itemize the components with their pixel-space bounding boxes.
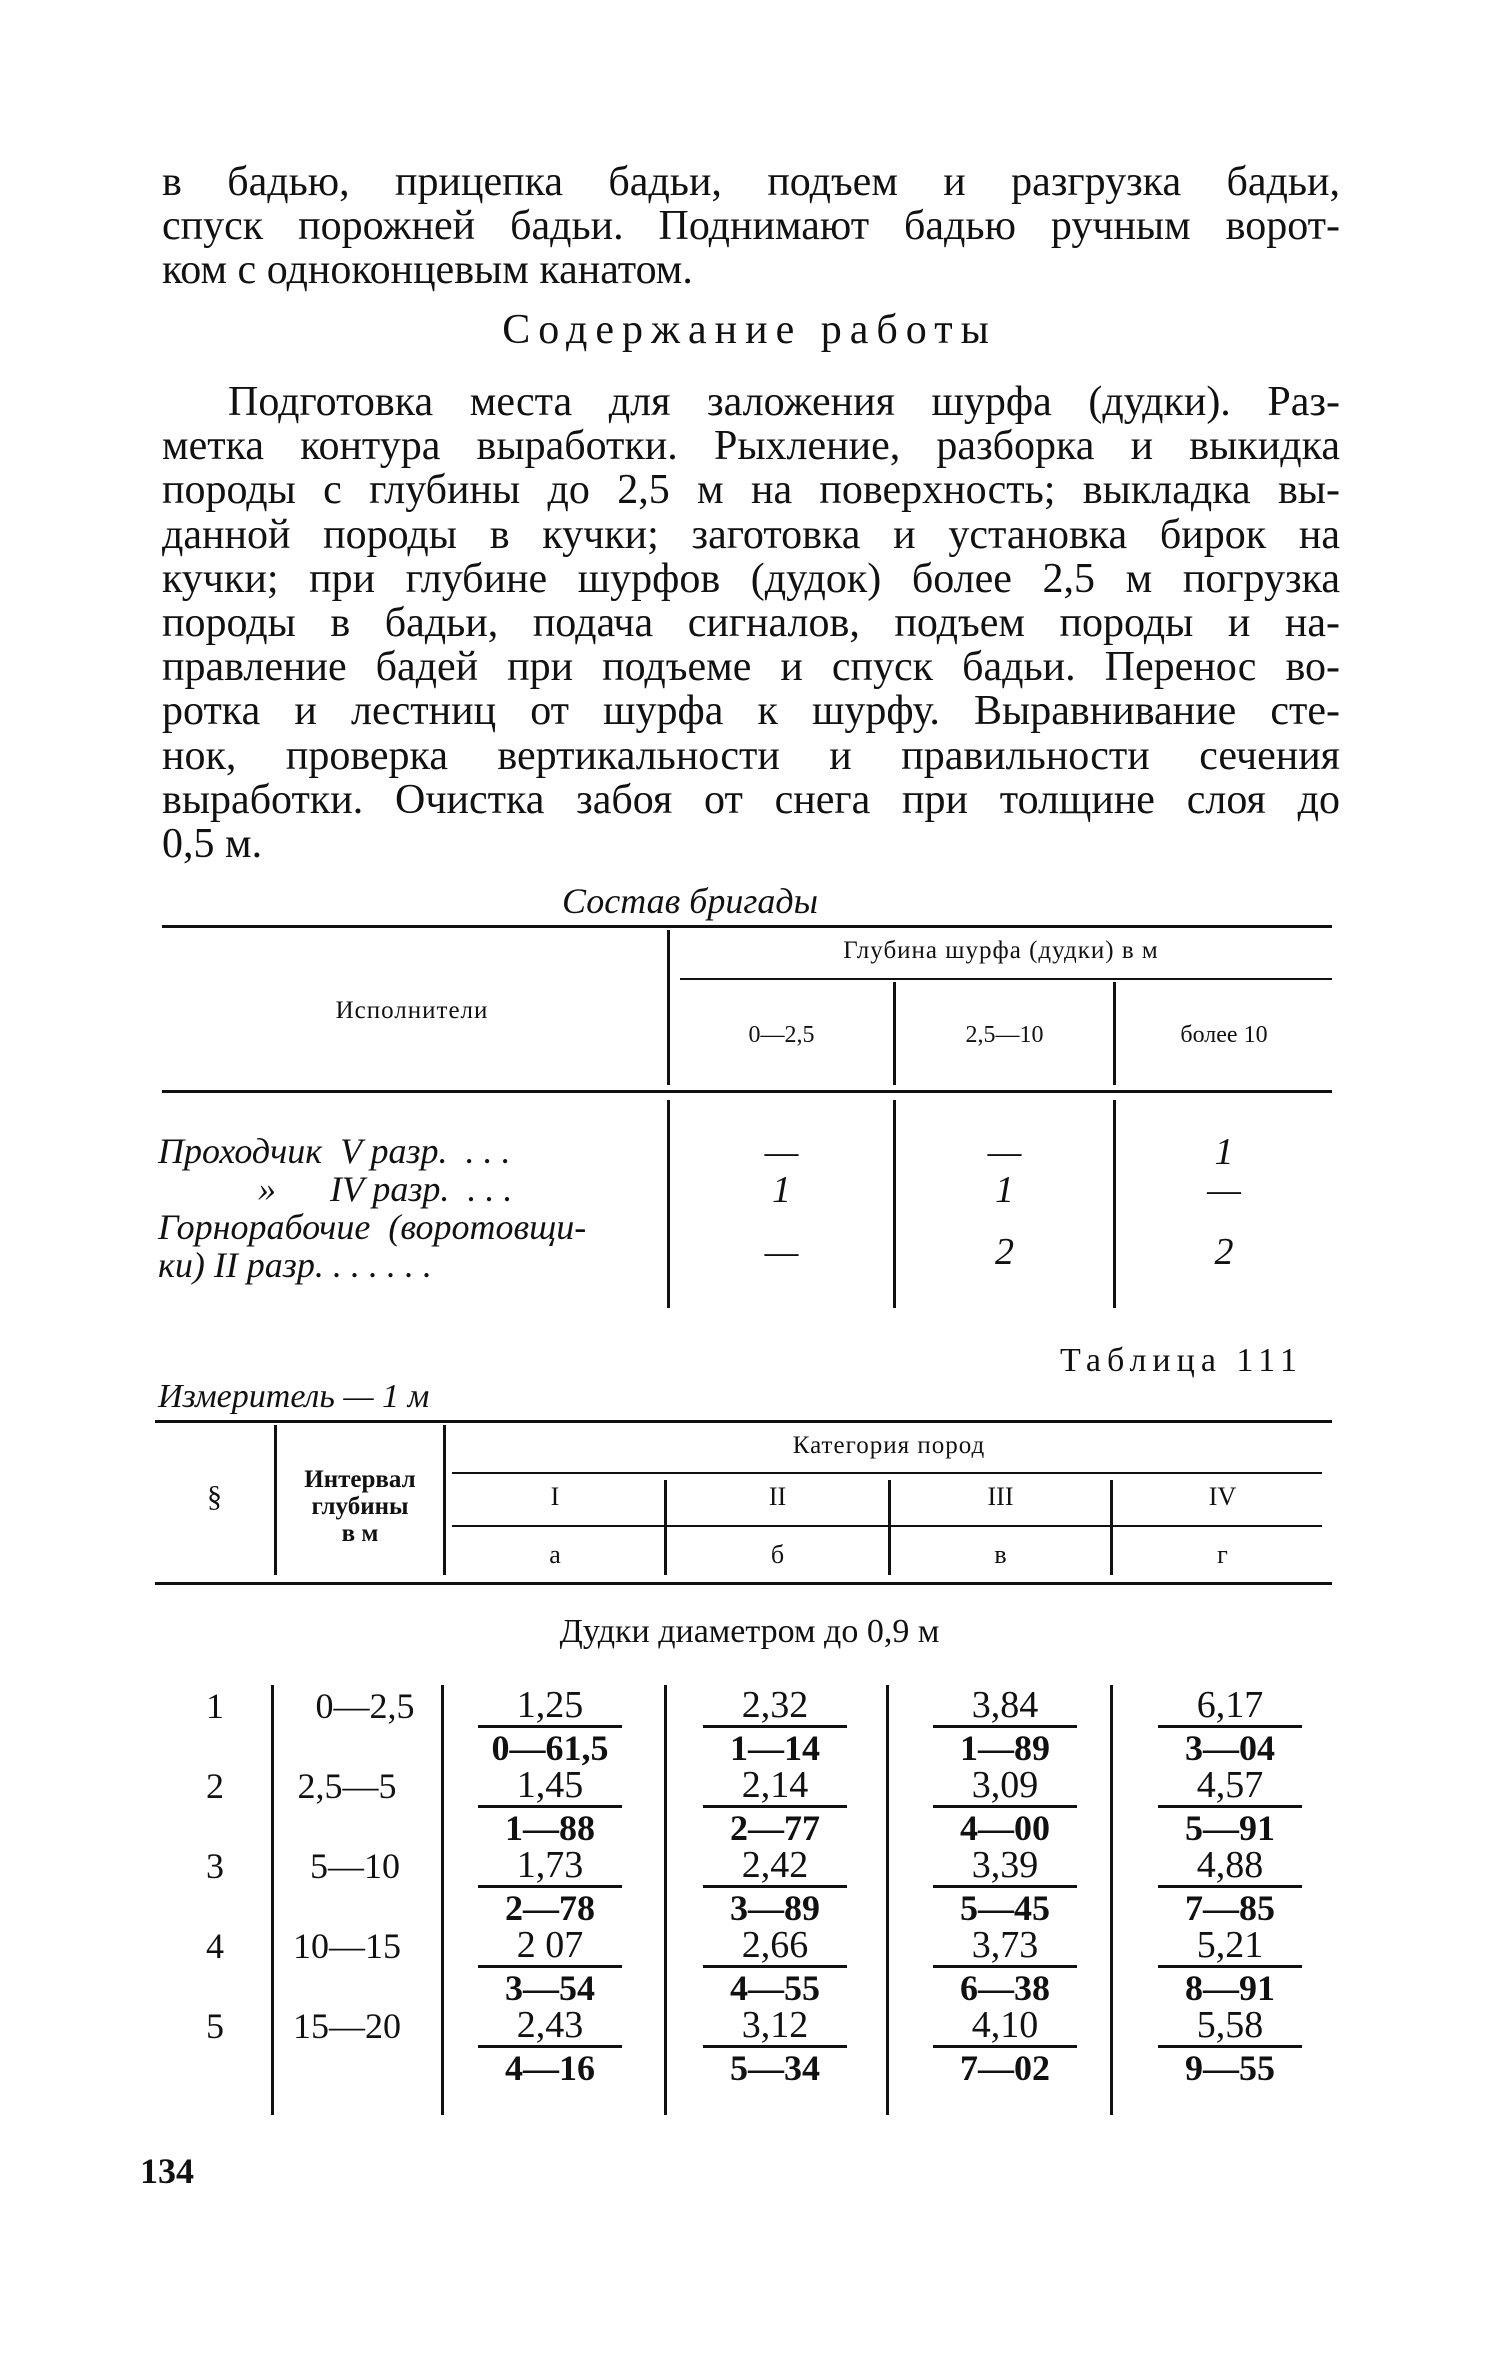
cell-bottom: 7—02: [933, 2045, 1077, 2088]
table-letter-label: г: [1217, 1540, 1228, 1569]
cell-bottom: 5—45: [933, 1885, 1077, 1928]
table-row-number: 3: [206, 1846, 224, 1886]
crew-cell: —: [987, 1131, 1022, 1173]
crew-row-label: Проходчик V разр. . . .: [158, 1131, 511, 1171]
cell-top: 4,57: [1196, 1764, 1264, 1806]
cell-bottom: 7—85: [1158, 1885, 1302, 1928]
cell-bottom: 2—78: [478, 1885, 622, 1928]
cell-top: 1,73: [516, 1844, 584, 1886]
cell-top: 3,84: [971, 1684, 1039, 1726]
table-row-interval: 10—15: [293, 1926, 401, 1966]
table-cell: [470, 1925, 630, 2008]
table-row-number: 1: [206, 1686, 224, 1726]
table-col-interval-line: в м: [341, 1520, 379, 1547]
intro-line: ком с одноконцевым канатом.: [162, 247, 693, 294]
table-cell: [925, 2005, 1085, 2088]
section-line: ротка и лестниц от шурфа к шурфу. Выравнивание сте-: [162, 688, 1340, 735]
table-body-divider-0: [271, 1685, 274, 2115]
table-body-divider-2: [664, 1685, 667, 2115]
intro-line: спуск порожней бадьи. Поднимают бадью ручным ворот-: [162, 203, 1340, 250]
cell-bottom: 1—14: [703, 1725, 847, 1768]
table-cell: [1150, 1925, 1310, 2008]
table-body-divider-1: [441, 1685, 444, 2115]
table-cell: [470, 1845, 630, 1928]
crew-cell: 2: [995, 1231, 1014, 1273]
table-unit: Измеритель — 1 м: [158, 1378, 430, 1415]
section-line: кучки; при глубине шурфов (дудок) более 2,5 м погрузка: [162, 555, 1340, 602]
table-category-label: I: [550, 1482, 560, 1511]
crew-cell: 1: [995, 1169, 1014, 1211]
table-col-interval: [277, 1466, 443, 1547]
crew-depth-rule: [680, 978, 1332, 980]
table-category-rule: [452, 1472, 1322, 1474]
cell-bottom: 1—89: [933, 1725, 1077, 1768]
section-line: правление бадей при подъеме и спуск бадьи. Перенос во-: [162, 644, 1340, 691]
intro-paragraph: [162, 160, 1340, 293]
table-letter-label: б: [770, 1540, 785, 1569]
crew-cell: —: [1207, 1169, 1241, 1211]
cell-top: 5,58: [1196, 2004, 1264, 2046]
intro-line: в бадью, прицепка бадьи, подъем и разгрузка бадьи,: [162, 159, 1340, 205]
cell-top: 1,45: [516, 1764, 584, 1806]
table-cell: [470, 2005, 630, 2088]
table-cell: [695, 1925, 855, 2008]
cell-bottom: 4—16: [478, 2045, 622, 2088]
table-cell: [925, 1925, 1085, 2008]
cell-top: 3,73: [971, 1924, 1039, 1966]
section-paragraph: [162, 380, 1340, 866]
section-line: выработки. Очистка забоя от снега при толщине слоя до: [162, 776, 1340, 823]
table-cell: [470, 1685, 630, 1768]
table-row-interval: 15—20: [293, 2006, 401, 2046]
cell-bottom: 1—88: [478, 1805, 622, 1848]
crew-row-label: ки) II разр. . . . . . .: [158, 1245, 432, 1285]
page-number: 134: [140, 2151, 194, 2191]
cell-bottom: 6—38: [933, 1965, 1077, 2008]
table-col-category: Категория пород: [792, 1432, 986, 1459]
cell-top: 6,17: [1196, 1684, 1264, 1726]
section-line: Подготовка места для заложения шурфа (дудки). Раз-: [228, 379, 1340, 425]
table-cell: [695, 1765, 855, 1848]
table-category-label: IV: [1208, 1482, 1237, 1511]
crew-title: Состав бригады: [561, 881, 819, 921]
table-row-interval: 5—10: [310, 1846, 400, 1886]
table-cell: [470, 1765, 630, 1848]
crew-header-bottom-rule: [162, 1090, 1332, 1093]
section-line: 0,5 м.: [162, 820, 263, 867]
table-cell: [1150, 2005, 1310, 2088]
cell-top: 2,32: [741, 1684, 809, 1726]
table-body-divider-4: [1110, 1685, 1113, 2115]
table-cell: [695, 1845, 855, 1928]
cell-top: 2 07: [516, 1924, 584, 1966]
table-number: Таблица 111: [1060, 1342, 1303, 1379]
section-heading: Содержание работы: [502, 307, 997, 353]
table-body-divider-3: [886, 1685, 889, 2115]
cell-top: 2,43: [516, 2004, 584, 2046]
section-line: нок, проверка вертикальности и правильности сечения: [162, 732, 1340, 779]
table-row-number: 5: [206, 2006, 224, 2046]
cell-top: 5,21: [1196, 1924, 1264, 1966]
cell-top: 1,25: [516, 1684, 584, 1726]
crew-cell: 2: [1214, 1231, 1234, 1273]
cell-bottom: 4—55: [703, 1965, 847, 2008]
section-line: породы в бадьи, подача сигналов, подъем породы и на-: [162, 599, 1340, 646]
table-row-number: 2: [206, 1766, 224, 1806]
cell-bottom: 9—55: [1158, 2045, 1302, 2088]
cell-top: 3,09: [971, 1764, 1039, 1806]
table-cell: [1150, 1765, 1310, 1848]
cell-bottom: 2—77: [703, 1805, 847, 1848]
section-line: метка контура выработки. Рыхление, разборка и выкидка: [162, 423, 1340, 470]
table-cell: [925, 1845, 1085, 1928]
crew-cell: 1: [772, 1169, 791, 1211]
cell-bottom: 5—91: [1158, 1805, 1302, 1848]
table-row-interval: 2,5—5: [297, 1766, 397, 1806]
cell-top: 4,88: [1196, 1844, 1264, 1886]
table-cell: [695, 1685, 855, 1768]
crew-cell: —: [764, 1231, 799, 1273]
cell-bottom: 0—61,5: [478, 1725, 622, 1768]
crew-depth-range: 2,5—10: [965, 1022, 1044, 1048]
table-header-bottom-rule: [155, 1582, 1332, 1585]
table-col-interval-line: глубины: [311, 1493, 409, 1520]
crew-col-depth: Глубина шурфа (дудки) в м: [843, 937, 1159, 964]
table-letter-rule: [452, 1525, 1322, 1527]
cell-bottom: 3—04: [1158, 1725, 1302, 1768]
cell-bottom: 5—34: [703, 2045, 847, 2088]
crew-top-rule: [162, 925, 1332, 928]
table-cell: [695, 2005, 855, 2088]
crew-row-label: Горнорабочие (воротовщи-: [158, 1207, 587, 1247]
crew-row-label: » IV разр. . . .: [258, 1169, 513, 1209]
crew-cell: —: [764, 1131, 799, 1173]
cell-top: 3,39: [971, 1844, 1039, 1886]
cell-bottom: 3—89: [703, 1885, 847, 1928]
crew-col-performers: Исполнители: [335, 997, 489, 1024]
crew-cell: 1: [1214, 1131, 1234, 1173]
table-col-section: §: [207, 1480, 222, 1513]
cell-bottom: 8—91: [1158, 1965, 1302, 2008]
table-row-interval: 0—2,5: [315, 1686, 415, 1726]
table-letter-label: а: [549, 1540, 561, 1569]
cell-top: 2,66: [741, 1924, 809, 1966]
cell-bottom: 3—54: [478, 1965, 622, 2008]
cell-top: 3,12: [741, 2004, 809, 2046]
cell-top: 4,10: [971, 2004, 1039, 2046]
section-line: данной породы в кучки; заготовка и установка бирок на: [162, 511, 1340, 558]
section-line: породы с глубины до 2,5 м на поверхность; выкладка вы-: [162, 467, 1340, 514]
cell-bottom: 4—00: [933, 1805, 1077, 1848]
crew-depth-range: 0—2,5: [748, 1022, 815, 1048]
table-category-label: III: [987, 1482, 1014, 1511]
table-top-rule: [155, 1420, 1332, 1423]
cell-top: 2,42: [741, 1844, 809, 1886]
table-row-number: 4: [206, 1926, 224, 1966]
table-cell: [925, 1765, 1085, 1848]
cell-top: 2,14: [741, 1764, 809, 1806]
table-group-title: Дудки диаметром до 0,9 м: [559, 1613, 940, 1650]
table-letter-label: в: [994, 1540, 1007, 1569]
table-col-interval-line: Интервал: [304, 1466, 416, 1493]
table-category-label: II: [768, 1482, 787, 1511]
table-cell: [925, 1685, 1085, 1768]
crew-depth-range: более 10: [1180, 1022, 1268, 1048]
table-cell: [1150, 1685, 1310, 1768]
table-cell: [1150, 1845, 1310, 1928]
